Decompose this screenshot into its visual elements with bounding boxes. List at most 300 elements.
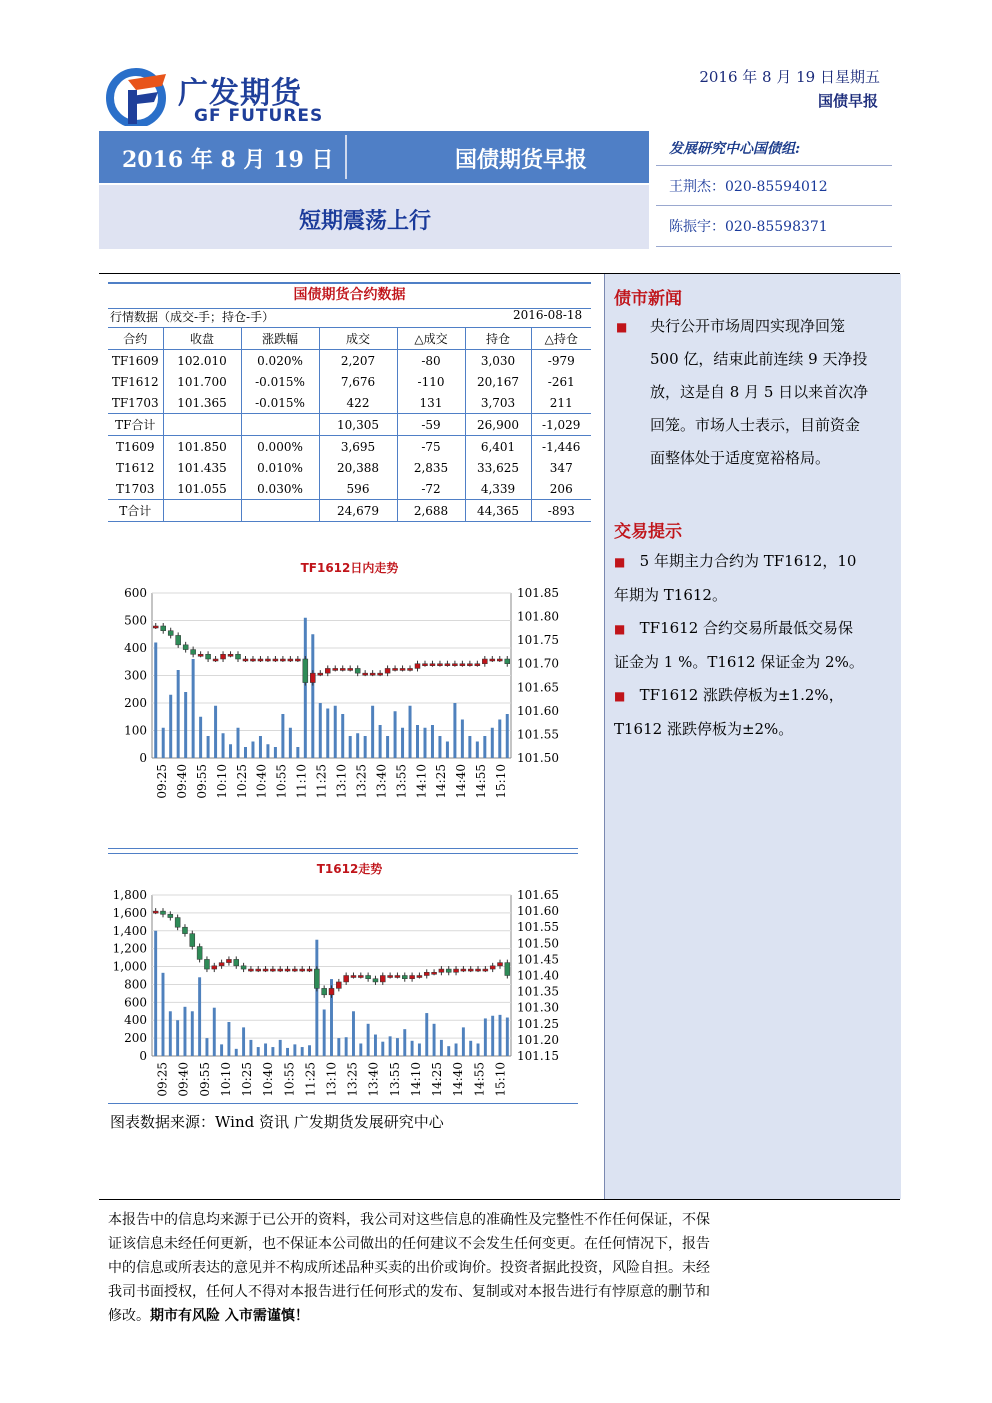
chart2-title: T1612走势 — [316, 862, 383, 876]
candle-body — [236, 654, 241, 659]
candle-body — [336, 982, 341, 988]
candle-body — [204, 959, 209, 969]
y-tick-label: 600 — [124, 586, 147, 600]
volume-bar — [242, 1027, 245, 1056]
volume-bar — [154, 931, 157, 1056]
volume-bar — [274, 747, 277, 758]
table-cell: 596 — [319, 478, 397, 500]
y-tick-label: 500 — [124, 613, 147, 628]
volume-bar — [207, 736, 210, 758]
candle-body — [263, 969, 268, 971]
candle-body — [183, 645, 188, 650]
x-tick-label: 10:10 — [218, 1062, 233, 1097]
candle-body — [243, 659, 248, 661]
volume-bar — [506, 1018, 509, 1056]
table-row — [108, 457, 591, 478]
x-tick-label: 13:10 — [324, 1062, 339, 1097]
y-tick-label: 0 — [139, 751, 147, 765]
x-tick-label: 13:40 — [374, 764, 389, 799]
volume-bar — [222, 733, 225, 758]
candle-body — [460, 664, 465, 666]
volume-bar — [381, 1042, 384, 1056]
candle-body — [505, 963, 510, 976]
table-cell: 2,688 — [397, 500, 465, 522]
chart-source: 图表数据来源：Wind 资讯 广发期货发展研究中心 — [110, 1113, 444, 1131]
y-tick-label: 200 — [124, 1031, 147, 1046]
candle-body — [467, 664, 472, 666]
x-tick-label: 13:25 — [354, 764, 369, 799]
x-tick-label: 15:10 — [494, 764, 509, 799]
volume-bar — [304, 618, 307, 758]
tip-bullet-icon: ■ — [614, 689, 626, 703]
volume-bar — [301, 1047, 304, 1056]
x-tick-label: 10:40 — [254, 764, 269, 799]
volume-bar — [293, 1044, 296, 1056]
y2-tick-label: 101.55 — [517, 727, 559, 742]
candle-body — [168, 914, 173, 917]
volume-bar — [401, 728, 404, 758]
candle-body — [250, 659, 255, 661]
table-row — [108, 500, 591, 522]
candle-body — [476, 969, 481, 971]
table-caption: 行情数据（成交-手；持仓-手） — [110, 310, 275, 324]
volume-bar — [205, 1038, 208, 1056]
x-tick-label: 10:55 — [282, 1062, 297, 1097]
candle-body — [344, 976, 349, 982]
table-cell: 102.010 — [163, 350, 241, 372]
candle-body — [256, 969, 261, 971]
table-header-cell: △成交 — [397, 328, 465, 350]
x-tick-label: 13:40 — [366, 1062, 381, 1097]
volume-bar — [323, 1009, 326, 1056]
y2-tick-label: 101.30 — [517, 1000, 559, 1015]
x-tick-label: 09:25 — [155, 1062, 170, 1097]
candle-body — [285, 969, 290, 971]
volume-bar — [461, 720, 464, 759]
volume-bar — [345, 1037, 348, 1056]
candle-body — [452, 664, 457, 666]
table-header-row — [108, 328, 591, 350]
table-cell: 20,388 — [319, 457, 397, 478]
table-cell: 101.435 — [163, 457, 241, 478]
volume-bar — [244, 747, 247, 758]
volume-bar — [491, 728, 494, 758]
candle-body — [175, 918, 180, 928]
candle-body — [168, 631, 173, 636]
candle-body — [461, 969, 466, 971]
volume-bar — [462, 1027, 465, 1056]
volume-bar — [433, 1024, 436, 1056]
table-cell: 347 — [549, 460, 573, 475]
x-tick-label: 11:25 — [303, 1062, 318, 1097]
table-row — [108, 436, 591, 458]
table-header-cell: △持仓 — [544, 332, 578, 346]
y2-tick-label: 101.45 — [517, 952, 559, 967]
candle-body — [363, 673, 368, 675]
table-cell: 131 — [397, 392, 465, 414]
table-cell: 20,167 — [465, 371, 531, 392]
volume-bar — [259, 736, 262, 758]
y2-tick-label: 101.60 — [517, 904, 559, 919]
candle-body — [325, 668, 330, 673]
table-row — [108, 392, 591, 414]
table-cell — [241, 414, 319, 436]
report-subtitle: 短期震荡上行 — [299, 208, 432, 234]
x-tick-label: 14:40 — [454, 764, 469, 799]
x-tick-label: 13:25 — [345, 1062, 360, 1097]
volume-bar — [199, 717, 202, 758]
x-tick-label: 09:55 — [194, 764, 209, 799]
volume-bar — [453, 703, 456, 758]
x-tick-label: 13:55 — [387, 1062, 402, 1097]
volume-bar — [264, 1043, 267, 1056]
y2-tick-label: 101.65 — [517, 680, 559, 695]
table-cell: -1,029 — [542, 417, 581, 432]
candle-body — [378, 673, 383, 675]
x-tick-label: 10:25 — [234, 764, 249, 799]
tip-line: T1612 涨跌停板为±2%。 — [614, 720, 794, 738]
volume-bar — [484, 1018, 487, 1056]
candle-body — [408, 668, 413, 670]
chart2-svg — [108, 880, 591, 1106]
candle-body — [388, 976, 393, 978]
table-cell: -110 — [397, 371, 465, 392]
y2-tick-label: 101.85 — [517, 586, 559, 600]
candle-body — [206, 654, 211, 659]
table-row — [108, 350, 591, 372]
candle-body — [182, 927, 187, 933]
candle-body — [219, 963, 224, 966]
table-cell: T1609 — [108, 436, 163, 458]
table-cell: 3,703 — [465, 392, 531, 414]
table-cell: 211 — [549, 395, 573, 410]
volume-bar — [498, 720, 501, 759]
table-cell: 24,679 — [319, 500, 397, 522]
table-cell: 6,401 — [465, 436, 531, 458]
volume-bar — [455, 1043, 458, 1056]
volume-bar — [334, 706, 337, 758]
y-tick-label: 0 — [139, 1049, 147, 1063]
x-tick-label: 13:55 — [394, 764, 409, 799]
y2-tick-label: 101.75 — [517, 633, 559, 648]
tip-line — [614, 612, 894, 646]
candle-body — [191, 650, 196, 655]
volume-bar — [286, 1048, 289, 1056]
volume-bar — [326, 709, 329, 759]
volume-bar — [446, 742, 449, 759]
x-tick-label: 14:55 — [472, 1062, 487, 1097]
logo-text-cn: 广发期货 — [178, 76, 302, 111]
table-cell: 3,030 — [465, 350, 531, 372]
volume-bar — [162, 973, 165, 1056]
volume-bar — [235, 1049, 238, 1056]
candle-body — [153, 911, 158, 913]
volume-bar — [162, 728, 165, 758]
x-tick-label: 14:10 — [414, 764, 429, 799]
x-tick-label: 10:40 — [261, 1062, 276, 1097]
tip-item — [614, 679, 894, 746]
y-tick-label: 100 — [124, 723, 147, 738]
x-tick-label: 10:10 — [214, 764, 229, 799]
candle-body — [410, 976, 415, 979]
table-cell: 2,835 — [397, 457, 465, 478]
table-cell: 101.700 — [163, 371, 241, 392]
table-cell: T合计 — [108, 500, 163, 522]
volume-bar — [483, 736, 486, 758]
candle-body — [314, 969, 319, 988]
candle-body — [322, 988, 327, 994]
table-header-cell: 涨跌幅 — [241, 328, 319, 350]
volume-bar — [184, 692, 187, 758]
x-tick-label: 11:25 — [314, 764, 329, 799]
disclaimer-text: 修改。 — [108, 1308, 150, 1324]
table-cell: 26,900 — [465, 414, 531, 436]
banner-date: 2016 年 8 月 19 日 — [122, 147, 334, 173]
candle-body — [241, 966, 246, 969]
table-cell: 44,365 — [465, 500, 531, 522]
volume-bar — [394, 711, 397, 758]
y-tick-label: 600 — [124, 995, 147, 1010]
volume-bar — [349, 736, 352, 758]
candle-body — [400, 668, 405, 670]
candle-body — [422, 664, 427, 666]
x-tick-label: 14:25 — [430, 1062, 445, 1097]
candle-body — [213, 659, 218, 661]
candle-body — [490, 966, 495, 969]
candle-body — [153, 626, 158, 628]
news-line: 央行公开市场周四实现净回笼 — [650, 317, 846, 335]
candle-body — [234, 959, 239, 965]
disclaimer-line — [108, 1304, 868, 1328]
table-cell: 0.030% — [241, 478, 319, 500]
candle-body — [212, 966, 217, 969]
volume-bar — [271, 1047, 274, 1056]
candle-body — [380, 976, 385, 982]
disclaimer-line: 本报告中的信息均来源于已公开的资料，我公司对这些信息的准确性及完整性不作任何保证，不保 — [108, 1212, 710, 1228]
candle-body — [417, 976, 422, 978]
header-date: 2016 年 8 月 19 日星期五 — [699, 68, 880, 86]
volume-bar — [176, 1020, 179, 1056]
volume-bar — [386, 736, 389, 758]
table-cell: 4,339 — [465, 478, 531, 500]
volume-bar — [447, 1046, 450, 1056]
candle-body — [358, 976, 363, 978]
candle-body — [161, 626, 166, 631]
candle-body — [280, 659, 285, 661]
logo-mark-icon — [106, 66, 170, 126]
candle-body — [176, 635, 181, 644]
candle-body — [482, 659, 487, 664]
table-cell: -72 — [397, 478, 465, 500]
table-date: 2016-08-18 — [513, 308, 583, 322]
tips-title: 交易提示 — [614, 522, 682, 542]
table-cell: -59 — [397, 414, 465, 436]
volume-bar — [311, 634, 314, 758]
x-tick-label: 09:40 — [174, 764, 189, 799]
table-cell: -893 — [547, 503, 575, 518]
candle-body — [497, 659, 502, 661]
header-report-type: 国债早报 — [817, 92, 878, 110]
y2-tick-label: 101.25 — [517, 1016, 559, 1031]
volume-bar — [229, 744, 232, 758]
table-header-cell: 成交 — [319, 328, 397, 350]
y2-tick-label: 101.15 — [517, 1049, 559, 1063]
news-text — [650, 310, 890, 475]
chart-separator — [108, 848, 578, 854]
tip-line — [614, 545, 894, 579]
volume-bar — [257, 1047, 260, 1056]
candle-body — [273, 659, 278, 661]
volume-bar — [374, 1035, 377, 1056]
table-cell: 7,676 — [319, 371, 397, 392]
volume-bar — [177, 670, 180, 758]
chart2-bottom-rule — [108, 1103, 578, 1104]
x-tick-label: 14:55 — [474, 764, 489, 799]
table-cell: T1612 — [108, 457, 163, 478]
disclaimer — [108, 1208, 868, 1328]
news-bullet-icon: ■ — [616, 320, 628, 334]
news-title: 债市新闻 — [614, 289, 682, 309]
candle-body — [468, 969, 473, 971]
y2-tick-label: 101.50 — [517, 936, 559, 951]
table-cell: 101.055 — [163, 478, 241, 500]
futures-data-table — [108, 327, 591, 522]
team-rule-2 — [656, 205, 892, 206]
tips-list — [614, 545, 894, 746]
y-tick-label: 1,600 — [112, 905, 147, 920]
volume-bar — [220, 1044, 223, 1056]
team-title: 发展研究中心国债组: — [669, 141, 801, 157]
table-cell — [163, 414, 241, 436]
x-tick-label: 09:55 — [197, 1062, 212, 1097]
candle-body — [490, 659, 495, 661]
candle-body — [248, 969, 253, 971]
banner-divider — [345, 135, 347, 179]
tip-bullet-icon: ■ — [614, 622, 626, 636]
table-cell: 101.850 — [163, 436, 241, 458]
table-title-bar — [108, 282, 591, 309]
banner-title: 国债期货早报 — [455, 147, 588, 173]
candle-body — [292, 969, 297, 971]
volume-bar — [499, 1015, 502, 1056]
candle-body — [483, 969, 488, 971]
table-cell: -261 — [547, 374, 575, 389]
team-rule-3 — [656, 246, 892, 247]
volume-bar — [396, 1038, 399, 1056]
candle-body — [505, 659, 510, 664]
candle-body — [366, 976, 371, 979]
candle-body — [226, 959, 231, 962]
candle-body — [373, 979, 378, 982]
volume-bar — [266, 744, 269, 758]
volume-bar — [227, 1022, 230, 1056]
volume-bar — [403, 1029, 406, 1056]
disclaimer-line: 证该信息未经任何更新，也不保证本公司做出的任何建议不会发生任何变更。在任何情况下，报告 — [108, 1236, 710, 1252]
volume-bar — [371, 706, 374, 758]
candle-body — [160, 911, 165, 914]
table-cell: -75 — [397, 436, 465, 458]
table-cell: 33,625 — [465, 457, 531, 478]
volume-bar — [364, 736, 367, 758]
volume-bar — [296, 747, 299, 758]
volume-bar — [198, 977, 201, 1056]
news-line: 500 亿，结束此前连续 9 天净投 — [650, 350, 868, 368]
volume-bar — [476, 742, 479, 759]
volume-bar — [425, 1013, 428, 1056]
candle-body — [370, 673, 375, 675]
candle-body — [228, 654, 233, 656]
company-logo — [106, 66, 366, 128]
y-tick-label: 400 — [124, 641, 147, 655]
volume-bar — [491, 1016, 494, 1056]
y-tick-label: 1,800 — [112, 888, 147, 902]
table-cell: -979 — [547, 353, 575, 368]
y2-tick-label: 101.65 — [517, 888, 559, 902]
volume-bar — [411, 1041, 414, 1056]
table-cell: 3,695 — [319, 436, 397, 458]
table-cell: 0.020% — [241, 350, 319, 372]
news-line: 回笼。市场人士表示，目前资金 — [650, 416, 861, 434]
volume-bar — [214, 706, 217, 758]
candle-body — [221, 654, 226, 659]
candle-body — [270, 969, 275, 971]
volume-bar — [416, 725, 419, 758]
candle-body — [475, 664, 480, 666]
news-line: 面整体处于适度宽裕格局。 — [650, 449, 831, 467]
x-tick-label: 13:10 — [334, 764, 349, 799]
volume-bar — [154, 643, 157, 759]
table-cell: 101.365 — [163, 392, 241, 414]
y2-tick-label: 101.80 — [517, 609, 559, 624]
volume-bar — [356, 733, 359, 758]
volume-bar — [469, 1041, 472, 1056]
volume-bar — [367, 1024, 370, 1056]
x-tick-label: 14:10 — [408, 1062, 423, 1097]
table-cell: TF1609 — [108, 350, 163, 372]
x-tick-label: 10:55 — [274, 764, 289, 799]
table-row — [108, 478, 591, 500]
candle-body — [351, 976, 356, 978]
volume-bar — [423, 728, 426, 758]
candle-body — [395, 976, 400, 978]
candle-body — [197, 947, 202, 960]
table-cell: TF1612 — [108, 371, 163, 392]
candle-body — [307, 969, 312, 971]
volume-bar — [213, 1008, 216, 1056]
y2-tick-label: 101.35 — [517, 984, 559, 999]
candle-body — [430, 664, 435, 666]
volume-bar — [468, 736, 471, 758]
tip-bullet-icon: ■ — [614, 555, 626, 569]
tip-text: 5 年期主力合约为 TF1612，10 — [639, 552, 857, 570]
y2-tick-label: 101.20 — [517, 1032, 559, 1047]
y-tick-label: 1,400 — [112, 923, 147, 938]
disclaimer-line: 我司书面授权，任何人不得对本报告进行任何形式的发布、复制或对本报告进行有悖原意的删节和 — [108, 1284, 710, 1300]
x-tick-label: 15:10 — [493, 1062, 508, 1097]
y2-tick-label: 101.55 — [517, 920, 559, 935]
volume-bar — [477, 1043, 480, 1056]
volume-bar — [440, 1040, 443, 1056]
table-cell: 10,305 — [319, 414, 397, 436]
volume-bar — [431, 725, 434, 758]
volume-bar — [289, 728, 292, 758]
x-tick-label: 11:10 — [294, 764, 309, 799]
table-header-cell: 持仓 — [465, 328, 531, 350]
table-cell: -0.015% — [241, 392, 319, 414]
candle-body — [333, 668, 338, 670]
volume-bar — [169, 1011, 172, 1056]
candle-body — [303, 659, 308, 683]
